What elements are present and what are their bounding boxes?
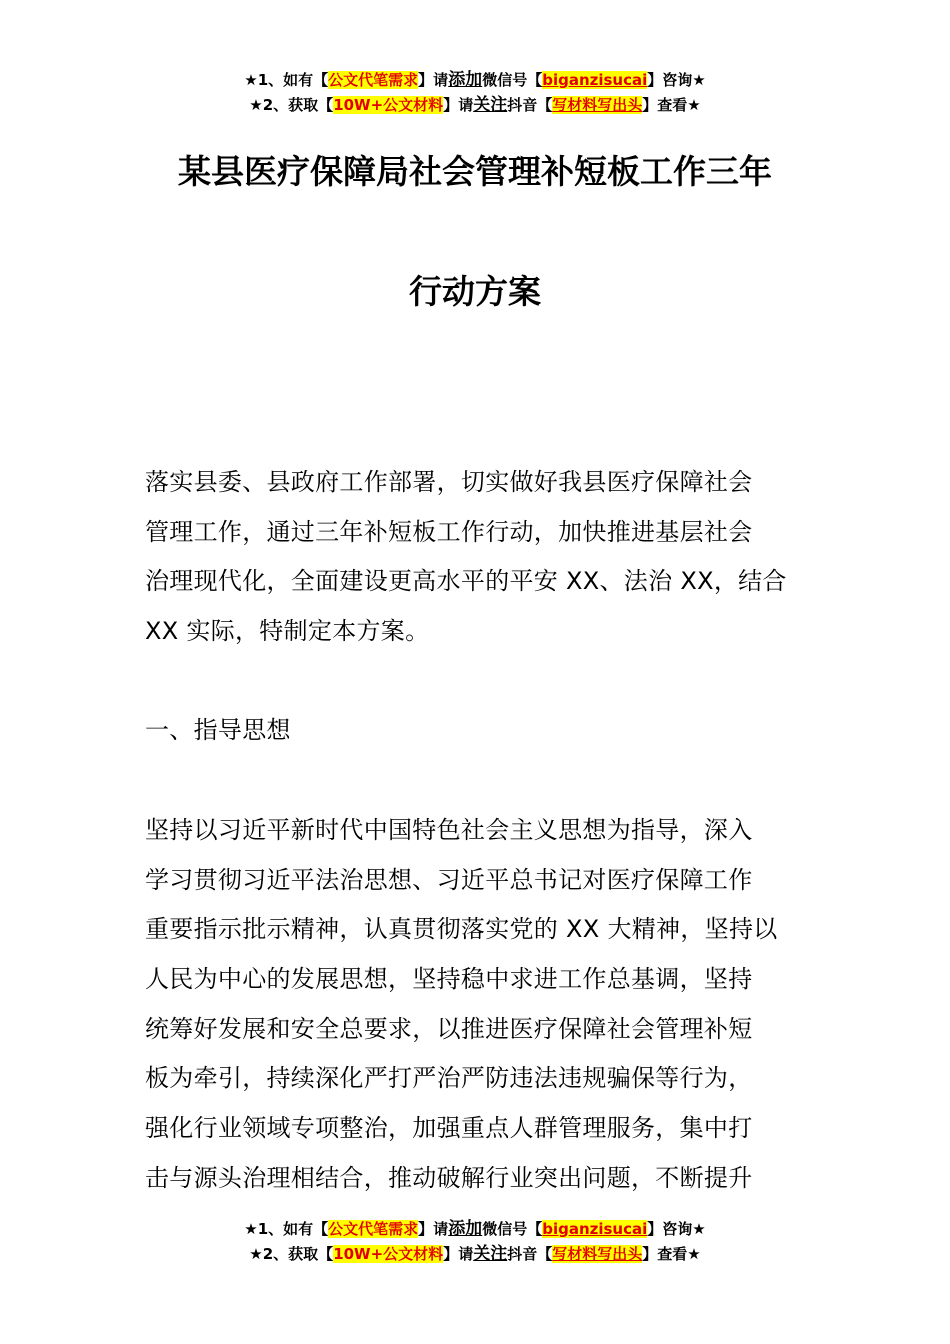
paragraph-gap [145, 657, 825, 707]
highlight: 公文代笔需求 [328, 1220, 419, 1238]
text: 】查看★ [642, 1245, 701, 1263]
text-line: 重要指示批示精神，认真贯彻落实党的 XX 大精神，坚持以 [145, 915, 778, 944]
text: 】咨询★ [647, 71, 706, 89]
text: ★1、如有【 [244, 1220, 329, 1238]
text: ★2、获取【 [249, 96, 334, 114]
text-line: 坚持以习近平新时代中国特色社会主义思想为指导，深入 [145, 815, 753, 844]
top-banner [0, 68, 950, 118]
section-heading [145, 706, 825, 756]
text: 】咨询★ [647, 1220, 706, 1238]
banner-line-1 [0, 1217, 950, 1242]
banner-line-2 [0, 1242, 950, 1267]
document-title [0, 112, 950, 352]
banner-line-1 [0, 68, 950, 93]
wechat-id: biganzisucai [542, 1220, 648, 1238]
text: 】请 [443, 1245, 474, 1263]
douyin-id: 写材料写出头 [552, 1245, 643, 1263]
text: 】请 [418, 1220, 449, 1238]
text-line: 学习贯彻习近平法治思想、习近平总书记对医疗保障工作 [145, 865, 753, 894]
text-line: 板为牵引，持续深化严打严治严防违法违规骗保等行为， [145, 1064, 753, 1093]
text: 微信号【 [482, 1220, 543, 1238]
paragraph [145, 806, 825, 1204]
underlined-text: 添加 [448, 1219, 483, 1239]
text: 】查看★ [642, 96, 701, 114]
text-line: 管理工作，通过三年补短板工作行动，加快推进基层社会 [145, 517, 753, 546]
text-line: 落实县委、县政府工作部署，切实做好我县医疗保障社会 [145, 468, 753, 496]
highlight: 10W+公文材料 [333, 1245, 444, 1263]
text-line: 一、指导思想 [145, 716, 291, 745]
highlight: 10W+公文材料 [333, 96, 444, 114]
text: 抖音【 [507, 96, 553, 114]
wechat-id: biganzisucai [542, 71, 648, 89]
underlined-text: 添加 [448, 70, 483, 90]
douyin-id: 写材料写出头 [552, 96, 643, 114]
text: 微信号【 [482, 71, 543, 89]
text: 】请 [443, 96, 474, 114]
text-line: 强化行业领域专项整治，加强重点人群管理服务，集中打 [145, 1113, 753, 1142]
text-line: 统筹好发展和安全总要求，以推进医疗保障社会管理补短 [145, 1014, 753, 1043]
paragraph [145, 458, 825, 657]
text: ★2、获取【 [249, 1245, 334, 1263]
title-line: 某县医疗保障局社会管理补短板工作三年 [178, 152, 772, 191]
text-line: 击与源头治理相结合，推动破解行业突出问题，不断提升 [145, 1163, 753, 1192]
text-line: 人民为中心的发展思想，坚持稳中求进工作总基调，坚持 [145, 964, 753, 993]
title-line: 行动方案 [409, 272, 541, 311]
text: ★1、如有【 [244, 71, 329, 89]
underlined-text: 关注 [473, 95, 508, 115]
underlined-text: 关注 [473, 1244, 508, 1264]
document-body [145, 458, 825, 1203]
paragraph-gap [145, 756, 825, 806]
bottom-banner [0, 1217, 950, 1267]
text: 】请 [418, 71, 449, 89]
highlight: 公文代笔需求 [328, 71, 419, 89]
text-line: 治理现代化，全面建设更高水平的平安 XX、法治 XX，结合 [145, 567, 787, 596]
text-line: XX 实际，特制定本方案。 [145, 617, 430, 646]
text: 抖音【 [507, 1245, 553, 1263]
